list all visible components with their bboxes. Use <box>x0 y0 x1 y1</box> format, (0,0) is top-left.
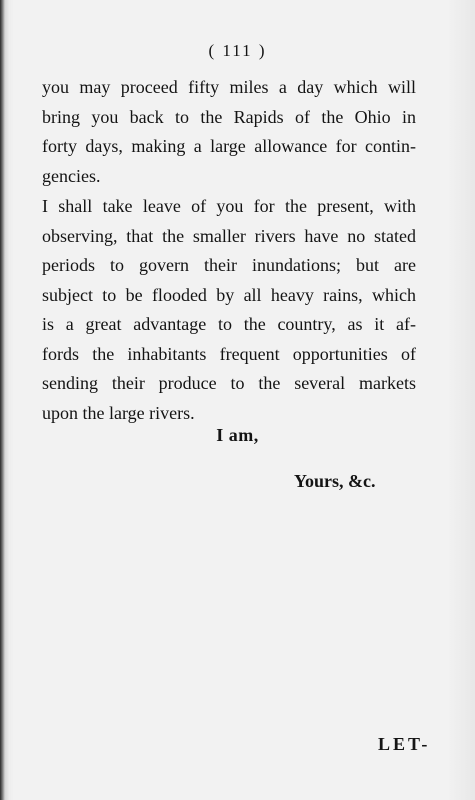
text-line: gencies. <box>42 165 101 186</box>
page-number: ( 111 ) <box>208 41 267 60</box>
text-line: I shall take leave of you for the present, with <box>42 196 416 216</box>
signoff: Yours, &c. <box>294 471 376 491</box>
text-line: sending their produce to the several markets <box>42 373 416 393</box>
text-line: you may proceed fifty miles a day which will <box>42 77 416 97</box>
text-line: bring you back to the Rapids of the Ohio in <box>42 106 416 127</box>
text-line: periods to govern their inundations; but are <box>42 255 416 275</box>
text-line: upon the large rivers. <box>42 402 195 423</box>
paragraph-2 <box>42 192 416 428</box>
closing-line: I am, <box>216 425 259 445</box>
catchword: LET- <box>378 734 431 754</box>
page-shading <box>447 0 475 800</box>
paragraph-1 <box>42 73 416 191</box>
text-line: fords the inhabitants frequent opportunities of <box>42 343 416 364</box>
text-line: is a great advantage to the country, as it af- <box>42 314 416 334</box>
text-line: observing, that the smaller rivers have no stated <box>42 225 416 246</box>
body-text <box>42 73 416 428</box>
text-line: forty days, making a large allowance for contin- <box>42 136 416 156</box>
text-line: subject to be flooded by all heavy rains, which <box>42 284 416 305</box>
